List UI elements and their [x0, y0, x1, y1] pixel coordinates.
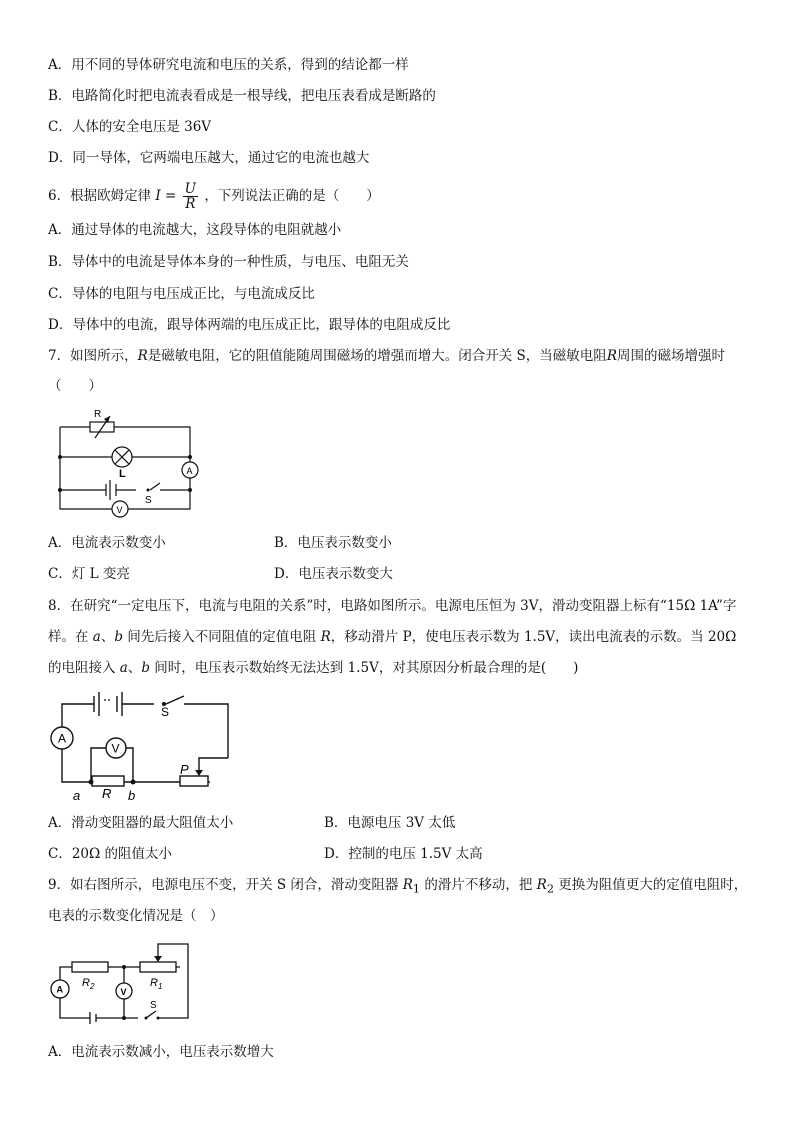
q7-stem-var: R: [606, 348, 617, 364]
q8-stem-line3: [48, 658, 578, 678]
q8-option-d: D．控制的电压 1.5V 太高: [324, 846, 483, 862]
q8-stem-part: 、: [100, 629, 115, 645]
q8-stem-var: a: [92, 629, 101, 645]
q8-stem-part: 、: [127, 660, 142, 676]
q7-stem-var: R: [137, 348, 148, 364]
q7-option-d: D．电压表示数变大: [274, 566, 393, 582]
q7-label-lamp: L: [119, 468, 126, 480]
q6-formula-lhs: I =: [155, 188, 177, 204]
q6-option-d: D．导体中的电流，跟导体两端的电压成正比，跟导体的电阻成反比: [48, 317, 451, 333]
q7-label-r: R: [94, 409, 102, 420]
q7-stem-part: 7．如图所示，: [48, 348, 138, 364]
q7-stem-part: 是磁敏电阻，它的阻值能随周围磁场的增强而增大。闭合开关 S，当磁敏电阻: [147, 348, 607, 364]
q9-label-r1-main: R: [150, 977, 158, 989]
q8-option-b: B．电源电压 3V 太低: [324, 815, 456, 831]
q7-label-ammeter: A: [186, 466, 193, 476]
q8-label-switch: S: [161, 705, 170, 719]
q8-label-slider: P: [180, 762, 189, 777]
q7-stem-part: 周围的磁场增强时: [616, 348, 725, 364]
q6-option-b: B．导体中的电流是导体本身的一种性质，与电压、电阻无关: [48, 254, 409, 270]
q6-formula-denominator: R: [185, 196, 196, 212]
q8-stem-part: 间时，电压表示数始终无法达到 1.5V，对其原因分析最合理的是( ): [150, 660, 579, 676]
q9-label-r2-sub: 2: [89, 982, 95, 991]
q6-formula-numerator: U: [184, 181, 197, 197]
q9-stem-part: 的滑片不移动，把: [420, 877, 537, 893]
q8-stem-var: a: [119, 660, 128, 676]
q6-option-a: A．通过导体的电流越大，这段导体的电阻就越小: [48, 222, 342, 238]
q8-label-ammeter: A: [58, 731, 67, 746]
q5-option-a: A．用不同的导体研究电流和电压的关系，得到的结论都一样: [48, 57, 409, 73]
q7-option-b: B．电压表示数变小: [274, 535, 392, 551]
q9-option-a: A．电流表示数减小，电压表示数增大: [48, 1044, 274, 1060]
q9-stem-line1: [48, 875, 747, 900]
q8-stem-part: 的电阻接入: [48, 660, 120, 676]
q7-label-switch: S: [145, 495, 152, 506]
q5-option-c: C．人体的安全电压是 36V: [48, 119, 212, 135]
q9-stem-part: 9．如右图所示，电源电压不变，开关 S 闭合，滑动变阻器: [48, 877, 403, 893]
q9-label-voltmeter: V: [120, 987, 127, 997]
q8-stem-var: b: [141, 660, 151, 676]
q8-label-r: R: [102, 786, 112, 801]
q6-stem-before: 6．根据欧姆定律: [48, 188, 152, 204]
q9-label-r1: [150, 977, 162, 991]
q9-label-r2: [82, 977, 95, 991]
q7-stem-line1: [48, 346, 725, 366]
q7-option-c: C．灯 L 变亮: [48, 566, 130, 582]
q8-option-a: A．滑动变阻器的最大阻值太小: [48, 815, 234, 831]
q8-stem-part: 间先后接入不同阻值的定值电阻: [123, 629, 321, 645]
q9-stem-sub: 2: [546, 882, 554, 896]
q9-stem-part: 更换为阻值更大的定值电阻时，: [554, 877, 748, 893]
q8-option-c: C．20Ω 的阻值太小: [48, 846, 172, 862]
q7-circuit-diagram: [50, 405, 200, 520]
q8-label-a: a: [73, 788, 81, 803]
q6-stem: [48, 180, 380, 212]
q6-stem-after: ，下列说法正确的是（ ）: [204, 188, 380, 204]
q8-label-b: b: [128, 788, 136, 803]
q9-stem-sub: 1: [412, 882, 421, 896]
q9-circuit-diagram: [46, 940, 196, 1025]
q6-option-c: C．导体的电阻与电压成正比，与电流成反比: [48, 286, 315, 302]
q8-stem-line2: [48, 627, 736, 647]
q8-circuit-diagram: [44, 690, 244, 805]
q7-option-a: A．电流表示数变小: [48, 535, 166, 551]
q8-stem-part: ，移动滑片 P，使电压表示数为 1.5V，读出电流表的示数。当 20Ω: [330, 629, 737, 645]
q9-label-ammeter: A: [56, 984, 63, 995]
q5-option-b: B．电路简化时把电流表看成是一根导线，把电压表看成是断路的: [48, 88, 436, 104]
q8-stem-part: 样。在: [48, 629, 93, 645]
q9-label-switch: S: [150, 1000, 157, 1011]
q9-stem-var: R: [402, 877, 413, 893]
q9-stem-line2: 电表的示数变化情况是（ ）: [48, 908, 224, 924]
q7-label-voltmeter: V: [116, 505, 123, 515]
q9-label-r2-main: R: [82, 977, 90, 989]
q6-formula-fraction: [183, 182, 198, 211]
q8-stem-var: b: [114, 629, 124, 645]
q9-label-r1-sub: 1: [157, 982, 163, 991]
q9-stem-var: R: [536, 877, 547, 893]
q8-label-voltmeter: V: [111, 741, 120, 756]
q5-option-d: D．同一导体，它两端电压越大，通过它的电流也越大: [48, 150, 370, 166]
q7-stem-line2: （ ）: [48, 378, 102, 394]
q8-stem-var: R: [320, 629, 331, 645]
q8-stem-line1: 8．在研究“一定电压下，电流与电阻的关系”时，电路如图所示。电源电压恒为 3V，滑动变阻器上标有“15Ω 1A”字: [48, 598, 737, 614]
